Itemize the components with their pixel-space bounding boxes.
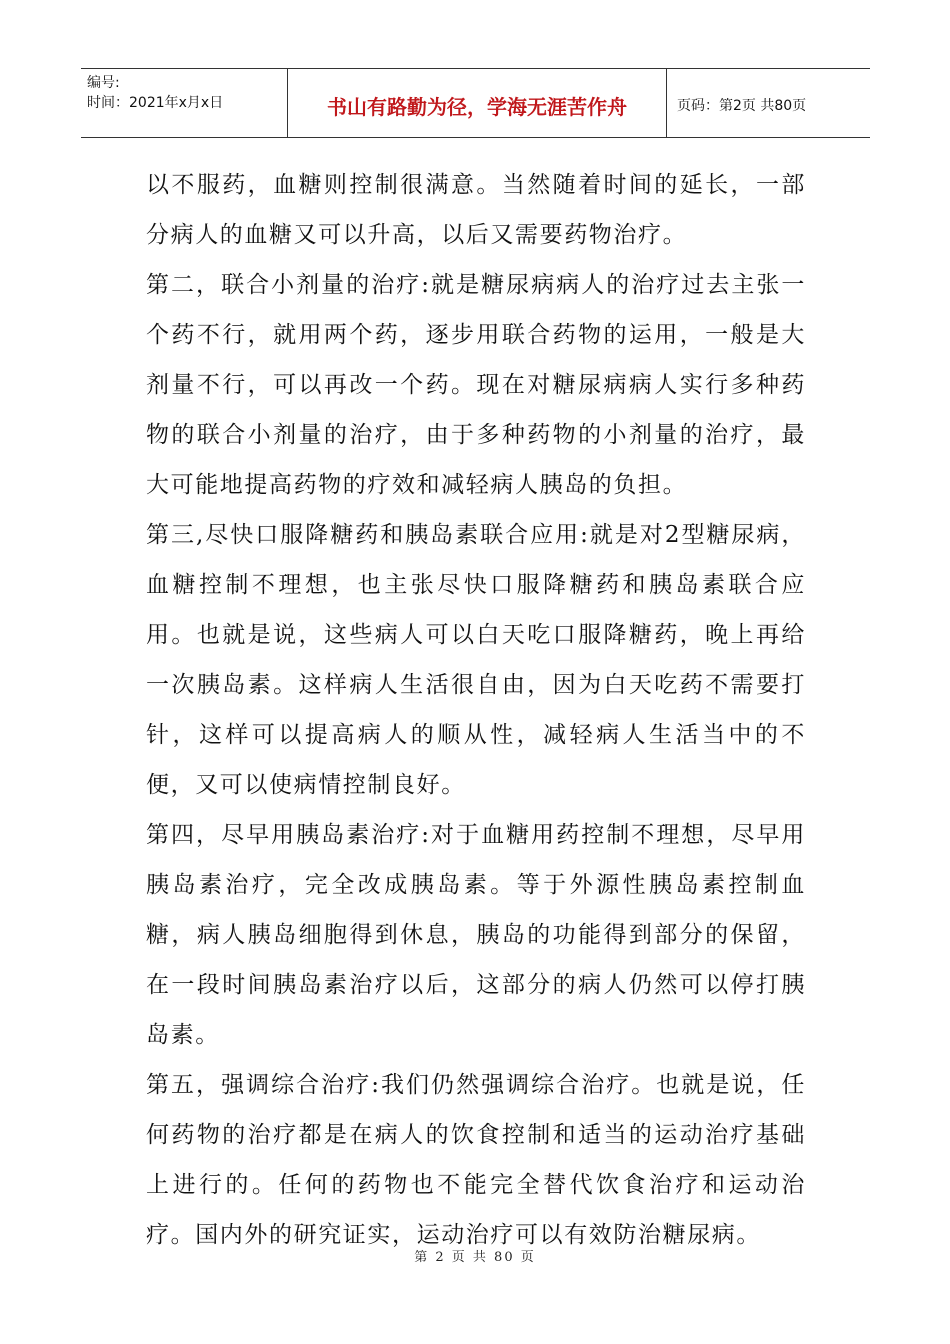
paragraph-5: 第五，强调综合治疗:我们仍然强调综合治疗。也就是说，任何药物的治疗都是在病人的饮食控制和适当的运动治疗基础上进行的。任何的药物也不能完全替代饮食治疗和运动治疗。国内外的研究证实，运动治疗可以有效防治糖尿病。 xyxy=(146,1072,806,1248)
paragraph-4: 第四，尽早用胰岛素治疗:对于血糖用药控制不理想，尽早用胰岛素治疗，完全改成胰岛素。等于外源性胰岛素控制血糖，病人胰岛细胞得到休息，胰岛的功能得到部分的保留，在一段时间胰岛素治疗以后，这部分的病人仍然可以停打胰岛素。 xyxy=(146,822,806,1048)
paragraph-3: 第三,尽快口服降糖药和胰岛素联合应用:就是对2型糖尿病，血糖控制不理想，也主张尽快口服降糖药和胰岛素联合应用。也就是说，这些病人可以白天吃口服降糖药，晚上再给一次胰岛素。这样病人生活很自由，因为白天吃药不需要打针，这样可以提高病人的顺从性，减轻病人生活当中的不便，又可以使病情控制良好。 xyxy=(146,522,806,798)
page-footer: 第 2 页 共 80 页 xyxy=(414,1250,536,1265)
document-body xyxy=(146,160,806,1260)
page-header xyxy=(81,68,870,138)
header-meta xyxy=(81,69,288,137)
serial-number-label: 编号: xyxy=(87,75,120,91)
date-label: 时间：2021年x月x日 xyxy=(87,95,224,111)
paragraph-2: 第二，联合小剂量的治疗:就是糖尿病病人的治疗过去主张一个药不行，就用两个药，逐步用联合药物的运用，一般是大剂量不行，可以再改一个药。现在对糖尿病病人实行多种药物的联合小剂量的治疗，由于多种药物的小剂量的治疗，最大可能地提高药物的疗效和减轻病人胰岛的负担。 xyxy=(146,272,806,498)
header-page-info: 页码：第2页 共80页 xyxy=(677,98,807,114)
paragraph-1: 以不服药，血糖则控制很满意。当然随着时间的延长，一部分病人的血糖又可以升高，以后又需要药物治疗。 xyxy=(146,172,806,248)
header-motto: 书山有路勤为径，学海无涯苦作舟 xyxy=(288,69,667,137)
